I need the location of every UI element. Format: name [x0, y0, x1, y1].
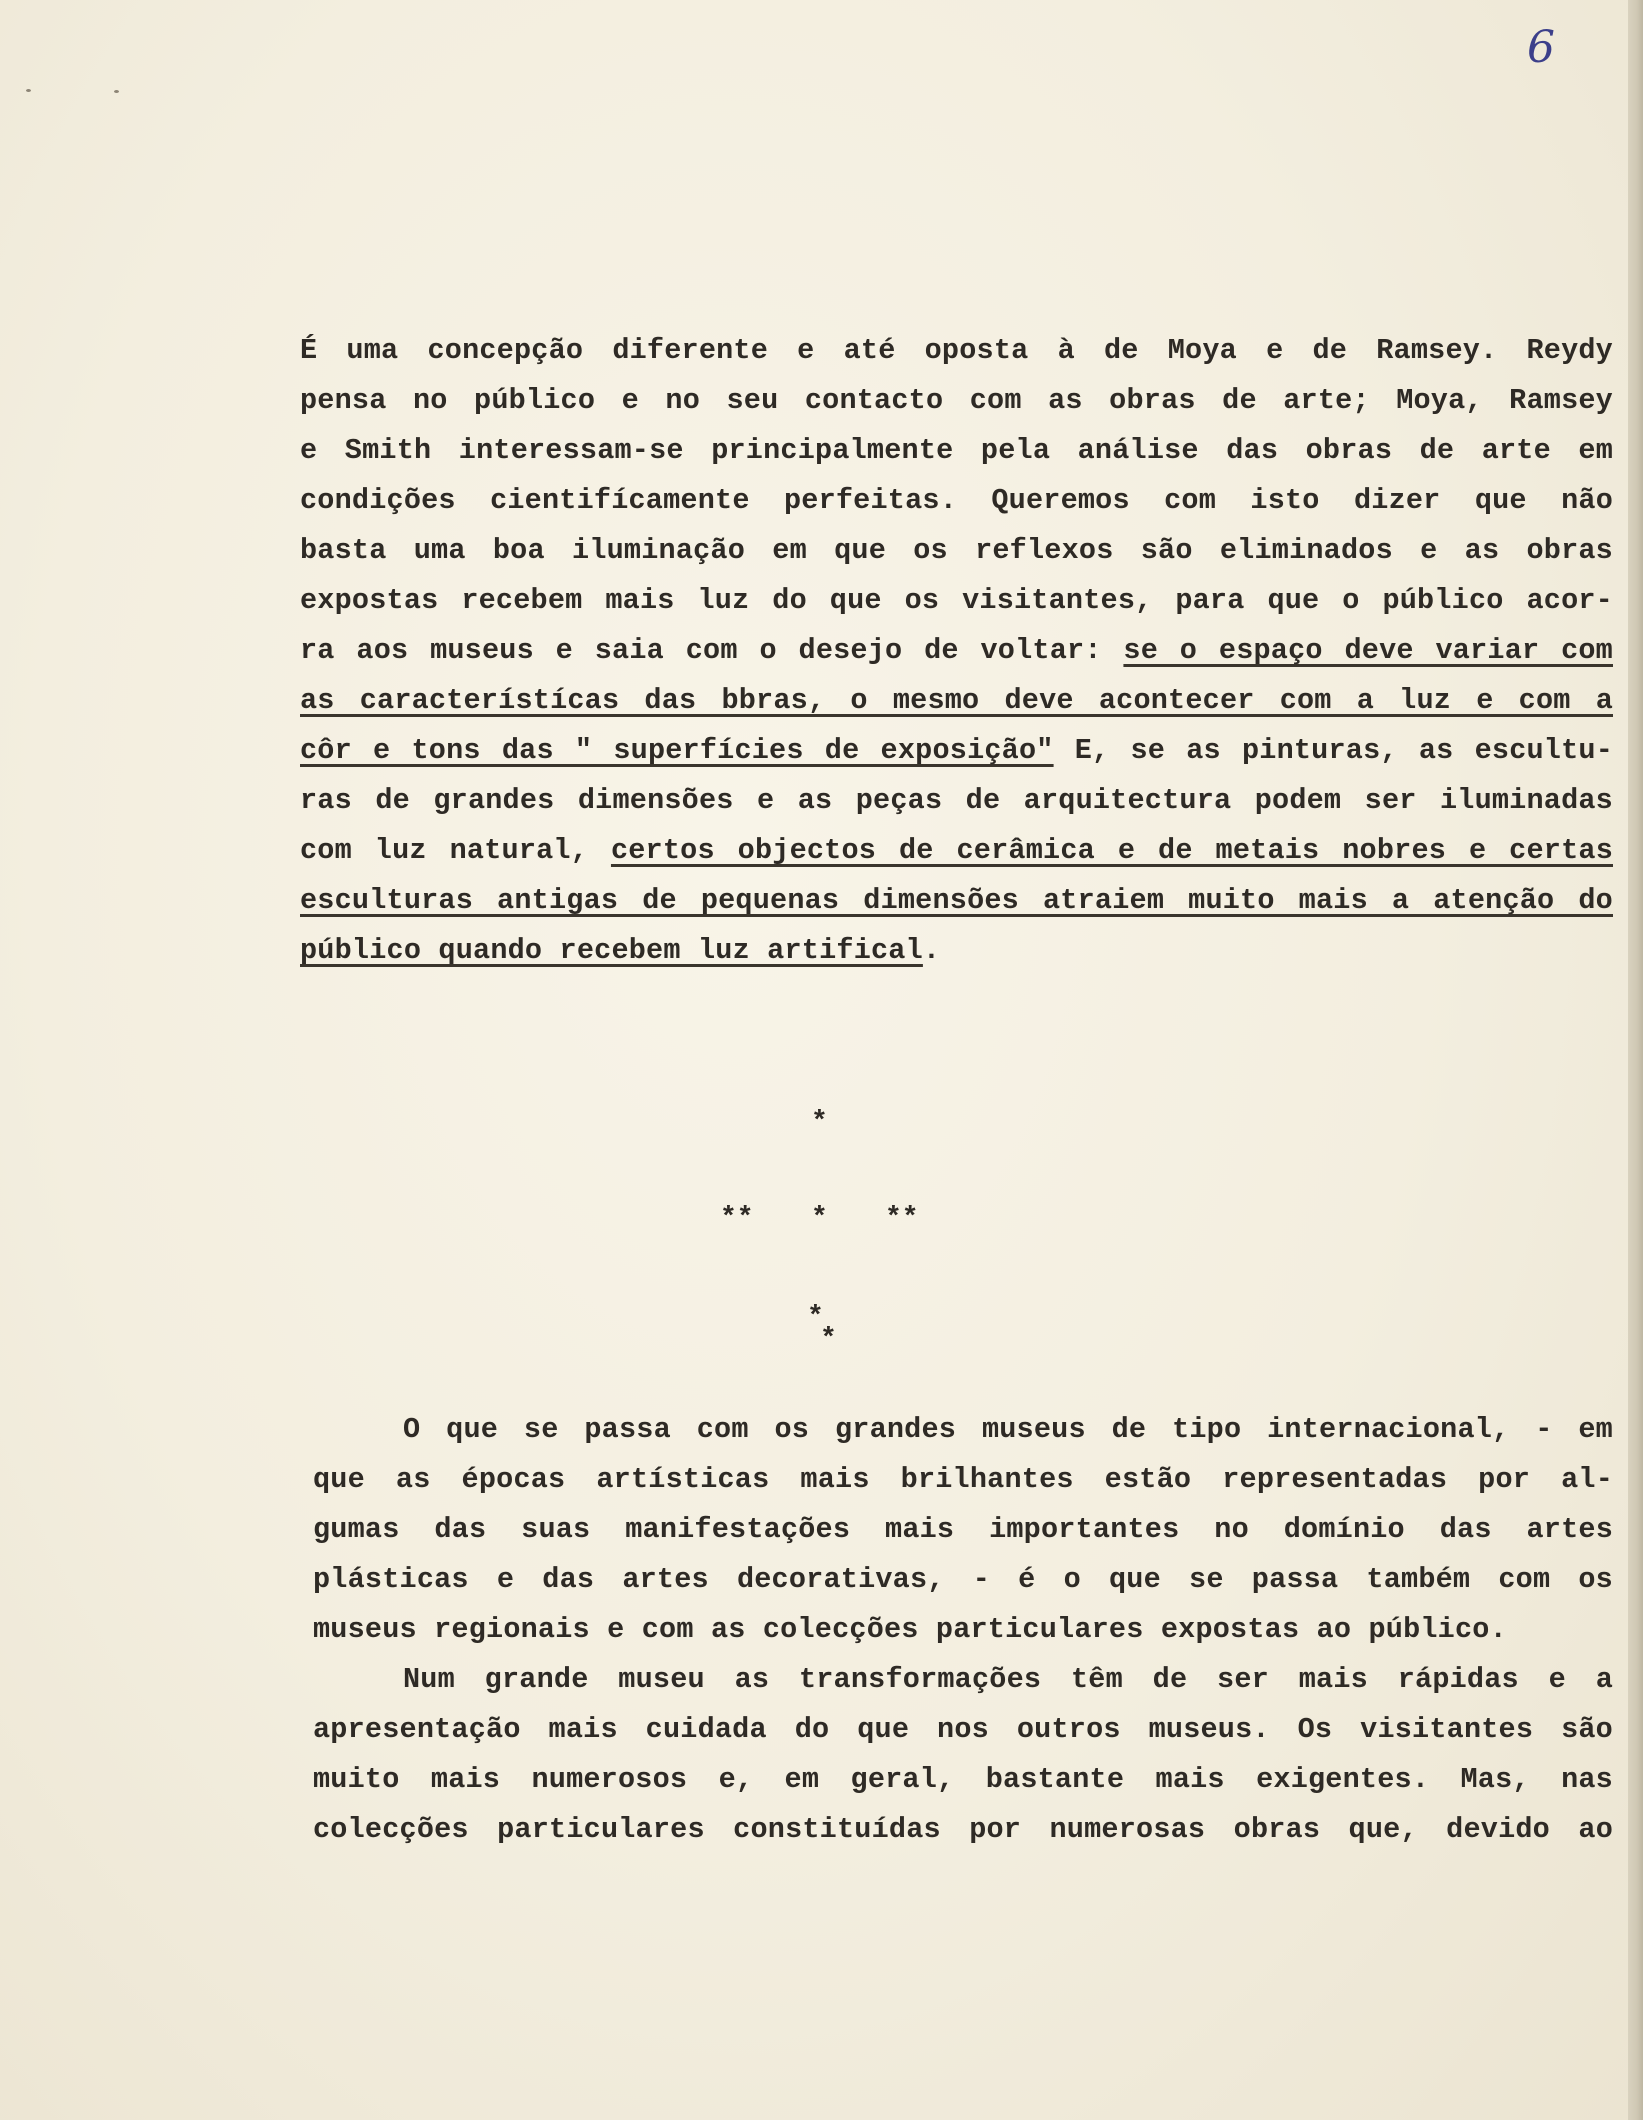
separator-asterisks-left: **: [720, 1203, 754, 1234]
text-line: [300, 876, 1613, 926]
text-line: gumas das suas manifestações mais importantes no domínio das artes: [313, 1513, 1613, 1546]
paper-edge-shadow: [1628, 0, 1643, 2120]
text-line: [300, 926, 1613, 976]
text-line: O que se passa com os grandes museus de tipo internacional, - em: [403, 1413, 1613, 1446]
separator-asterisk-top: *: [811, 1107, 828, 1138]
paragraph-3: [313, 1655, 1613, 1855]
text-segment: ra aos museus e saia com o desejo de voltar:: [300, 634, 1124, 667]
text-segment: .: [922, 934, 941, 967]
text-segment: ras de grandes dimensões e as peças de arquitectura podem ser iluminadas: [300, 784, 1613, 817]
text-line: museus regionais e com as colecções particulares expostas ao público.: [313, 1613, 1507, 1646]
text-line: [300, 376, 1613, 426]
text-line: muito mais numerosos e, em geral, bastante mais exigentes. Mas, nas: [313, 1763, 1613, 1796]
separator-asterisk-bottom-a: *: [807, 1302, 824, 1333]
text-line: [300, 826, 1613, 876]
text-line: [300, 326, 1613, 376]
separator-asterisks-right: **: [885, 1203, 919, 1234]
text-line: [300, 576, 1613, 626]
paragraph-2: [313, 1405, 1613, 1655]
text-segment: basta uma boa iluminação em que os reflexos são eliminados e as obras: [300, 534, 1613, 567]
paper-speck: [26, 89, 31, 92]
underlined-text: as característícas das bbras, o mesmo deve acontecer com a luz e com a: [300, 684, 1613, 717]
text-line: [300, 676, 1613, 726]
page-number: 6: [1527, 22, 1555, 73]
text-line: [300, 426, 1613, 476]
underlined-text: esculturas antigas de pequenas dimensões atraiem muito mais a atenção do: [300, 884, 1613, 917]
text-segment: É uma concepção diferente e até oposta à de Moya e de Ramsey. Reydy: [300, 334, 1613, 367]
text-line: colecções particulares constituídas por numerosas obras que, devido ao: [313, 1813, 1613, 1846]
underlined-text: público quando recebem luz artifical: [300, 934, 923, 967]
text-segment: expostas recebem mais luz do que os visitantes, para que o público acor-: [300, 584, 1613, 617]
underlined-text: se o espaço deve variar com: [1123, 634, 1613, 667]
text-line: plásticas e das artes decorativas, - é o que se passa também com os: [313, 1563, 1613, 1596]
text-line: apresentação mais cuidada do que nos outros museus. Os visitantes são: [313, 1713, 1613, 1746]
text-segment: com luz natural,: [300, 834, 611, 867]
text-segment: pensa no público e no seu contacto com as obras de arte; Moya, Ramsey: [300, 384, 1613, 417]
text-segment: E, se as pinturas, as escultu-: [1053, 734, 1614, 767]
underlined-text: côr e tons das " superfícies de exposição": [300, 734, 1054, 767]
text-segment: e Smith interessam-se principalmente pela análise das obras de arte em: [300, 434, 1613, 467]
text-line: [300, 526, 1613, 576]
paper-speck: [114, 90, 119, 93]
separator-asterisk-center: *: [811, 1203, 828, 1234]
text-line: Num grande museu as transformações têm de ser mais rápidas e a: [403, 1663, 1613, 1696]
text-line: [300, 626, 1613, 676]
text-line: [300, 726, 1613, 776]
underlined-text: certos objectos de cerâmica e de metais nobres e certas: [610, 834, 1613, 867]
text-line: que as épocas artísticas mais brilhantes estão representadas por al-: [313, 1463, 1613, 1496]
separator-asterisk-bottom-b: *: [820, 1324, 837, 1355]
text-segment: condições cientifícamente perfeitas. Queremos com isto dizer que não: [300, 484, 1613, 517]
paragraph-1: [300, 326, 1613, 976]
text-line: [300, 476, 1613, 526]
text-line: [300, 776, 1613, 826]
